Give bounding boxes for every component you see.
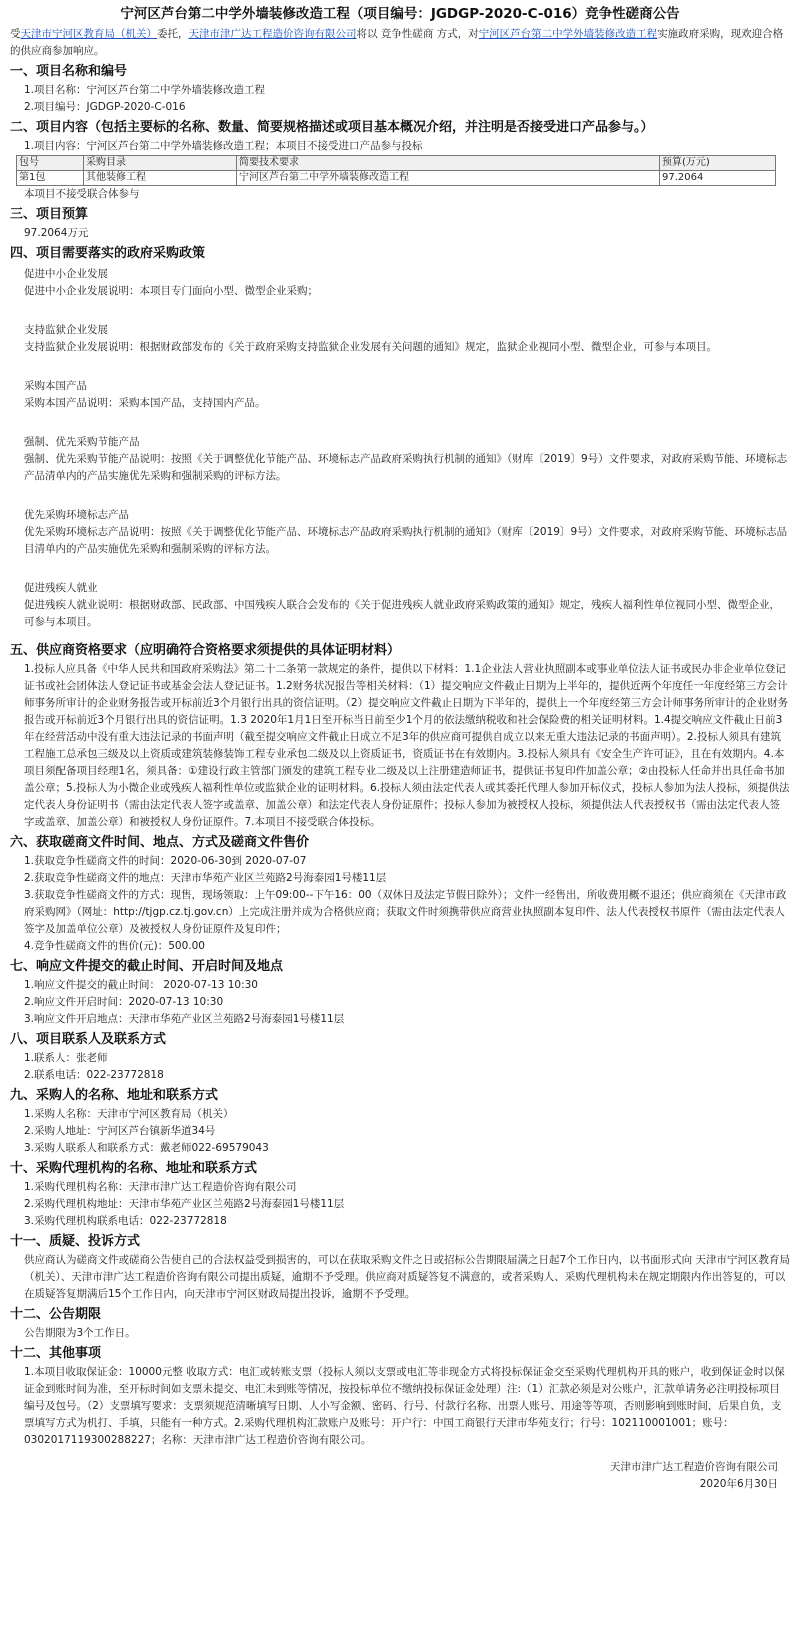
section-line: 2.获取竞争性磋商文件的地点：天津市华苑产业区兰苑路2号海泰园1号楼11层 [24,872,387,884]
section-heading: 十二、公告期限 [10,1307,102,1322]
policy-title: 强制、优先采购节能产品 [24,436,140,448]
section-heading: 八、项目联系人及联系方式 [10,1032,167,1047]
spacer [10,631,790,639]
section-line: 1.项目名称：宁河区芦台第二中学外墙装修改造工程 [24,84,266,96]
table-cell: 97.2064 [660,171,776,186]
section-line: 1.项目内容：宁河区芦台第二中学外墙装修改造工程；本项目不接受进口产品参与投标 [24,140,423,152]
section-line: 1.采购人名称：天津市宁河区教育局（机关） [24,1108,234,1120]
section-line: 1.获取竞争性磋商文件的时间：2020-06-30到 2020-07-07 [24,855,307,867]
column-header: 简要技术要求 [237,156,660,171]
section-heading: 六、获取磋商文件时间、地点、方式及磋商文件售价 [10,835,310,850]
other-matters-body: 1.本项目收取保证金：10000元整 收取方式：电汇或转账支票（投标人须以支票或电汇等非现金方式将投标保证金交至采购代理机构开具的账户，收到保证金时以保证金到账时间为准，至开标时间如支票未提交、电汇未到账等情况，按投标单位不缴纳投标保证金处理）注:（1）汇款必须是对公账户，汇款单请务必注明投标项目编号及包号。（2）支票填写要求：支票须规范清晰填写日期、人小写金额、密码、行号、付款行名称、出票人账号、用途等等项，否则影响到账时间，后果自负，支票填写方式为机打、手填，只能有一种方式。2.采购代理机构汇款账户及账号：开户行：中国工商银行天津市华苑支行；行号：102110001001；账号：0302017119300288227；名称：天津市津广达工程造价咨询有限公司。 [24,1366,785,1446]
policy-title: 促进残疾人就业 [24,582,98,594]
signature-org: 天津市津广达工程造价咨询有限公司 [610,1461,778,1473]
section-heading: 五、供应商资格要求（应明确符合资格要求须提供的具体证明材料） [10,643,401,658]
project-link[interactable]: 宁河区芦台第二中学外墙装修改造工程 [478,28,658,40]
section-line: 2.联系电话：022-23772818 [24,1069,164,1081]
section-line: 1.采购代理机构名称：天津市津广达工程造价咨询有限公司 [24,1181,297,1193]
policy-title: 优先采购环境标志产品 [24,509,129,521]
buyer-link[interactable]: 天津市宁河区教育局（机关） [20,28,157,40]
notice-period: 公告期限为3个工作日。 [24,1327,136,1339]
agent-link[interactable]: 天津市津广达工程造价咨询有限公司 [188,28,357,40]
signature-date: 2020年6月30日 [699,1478,778,1490]
section-line: 2.响应文件开启时间：2020-07-13 10:30 [24,996,224,1008]
table-cell: 宁河区芦台第二中学外墙装修改造工程 [237,171,660,186]
table-header-row [17,156,776,171]
section-line: 2.采购代理机构地址：天津市华苑产业区兰苑路2号海泰园1号楼11层 [24,1198,345,1210]
section-line: 1.联系人：张老师 [24,1052,108,1064]
policy-list [10,266,790,631]
section-line: 4.竞争性磋商文件的售价(元)：500.00 [24,940,205,952]
column-header: 采购目录 [84,156,237,171]
qualification-body: 1.投标人应具备《中华人民共和国政府采购法》第二十二条第一款规定的条件，提供以下材料：1.1企业法人营业执照副本或事业单位法人证书或民办非企业单位登记证书或社会团体法人登记证书或基金会法人登记证书。1.2财务状况报告等相关材料：（1）提交响应文件截止日期为上半年的，提供近两个年度任一年度经第三方会计师事务所审计的企业财务报告或开标前近3个月银行出具的资信证明。（2）提交响应文件截止日期为下半年的，提供上一个年度经第三方会计师事务所审计的企业财务报告或开标前近3个月银行出具的资信证明。1.3 2020年1月1日至开标当日前至少1个月的依法缴纳税收和社会保险费的相关证明材料。1.4提交响应文件截止日前3年在经营活动中没有重大违法记录的书面声明（截至提交响应文件截止日成立不足3年的供应商可提供自成立以来无重大违法记录的书面声明）。2.投标人须具有建筑工程施工总承包三级及以上资质或建筑装修装饰工程专业承包二级及以上资质证书，资质证书在有效期内。3.投标人须具有《安全生产许可证》，且在有效期内。4.本项目须配备项目经理1名，须具备：①建设行政主管部门颁发的建筑工程专业二级及以上注册建造师证书，提供证书复印件加盖公章；②由投标人任命并出具任命书加盖公章；5.投标人为小微企业或残疾人福利性单位或监狱企业的证明材料。6.投标人须由法定代表人或其委托代理人参加开标仪式，投标人参加为法人投标，须提供法定代表人身份证明书（需由法定代表人签字或盖章、加盖公章）和法定代表人身份证原件；投标人参加为被授权人投标，须提供法人代表授权书（需由法定代表人签字或盖章、加盖公章）和被授权人身份证原件。7.本项目不接受联合体投标。 [24,663,790,828]
section-heading: 十一、质疑、投诉方式 [10,1234,141,1249]
intro-text: 委托， [157,28,189,40]
policy-title: 促进中小企业发展 [24,268,108,280]
table-cell: 其他装修工程 [84,171,237,186]
section-heading: 十、采购代理机构的名称、地址和联系方式 [10,1161,258,1176]
section-heading: 十二、其他事项 [10,1346,102,1361]
budget-value: 97.2064万元 [24,227,89,239]
column-header: 包号 [17,156,84,171]
section-line: 2.采购人地址：宁河区芦台镇新华道34号 [24,1125,216,1137]
section-line: 2.项目编号：JGDGP-2020-C-016 [24,101,186,113]
intro-text: 实施政府采购，现欢迎合格的供应商参加响应。 [10,28,784,57]
policy-desc: 促进中小企业发展说明：本项目专门面向小型、微型企业采购； [24,285,318,297]
table-cell: 第1包 [17,171,84,186]
section-line: 3.获取竞争性磋商文件的方式：现售，现场领取：上午09:00--下午16：00（双休日及法定节假日除外）；文件一经售出，所收费用概不退还；供应商须在《天津市政府采购网》（网址：http://tjgp.cz.tj.gov.cn）上完成注册并成为合格供应商；获取文件时须携带供应商营业执照副本复印件、法人代表授权书原件（需由法定代表人签字及加盖单位公章）及被授权人身份证原件及复印件； [24,889,787,935]
section-heading: 三、项目预算 [10,207,89,222]
section-line: 3.响应文件开启地点：天津市华苑产业区兰苑路2号海泰园1号楼11层 [24,1013,345,1025]
policy-desc: 促进残疾人就业说明：根据财政部、民政部、中国残疾人联合会发布的《关于促进残疾人就业政府采购政策的通知》规定，残疾人福利性单位视同小型、微型企业，可参与本项目。 [24,599,780,628]
policy-desc: 优先采购环境标志产品说明：按照《关于调整优化节能产品、环境标志产品政府采购执行机制的通知》（财库〔2019〕9号）文件要求，对政府采购节能、环境标志品目清单内的产品实施优先采购和强制采购的评标方法。 [24,526,788,555]
section-line: 3.采购代理机构联系电话：022-23772818 [24,1215,227,1227]
section-heading: 七、响应文件提交的截止时间、开启时间及地点 [10,959,284,974]
policy-desc: 采购本国产品说明：采购本国产品，支持国内产品。 [24,397,266,409]
section-heading: 二、项目内容（包括主要标的名称、数量、简要规格描述或项目基本概况介绍，并注明是否接受进口产品参与。） [10,120,654,135]
section-heading: 九、采购人的名称、地址和联系方式 [10,1088,219,1103]
intro-text: 受 [10,28,21,40]
section-line: 1.响应文件提交的截止时间： 2020-07-13 10:30 [24,979,258,991]
column-header: 预算(万元) [660,156,776,171]
section-heading: 四、项目需要落实的政府采购政策 [10,246,206,261]
section-heading: 一、项目名称和编号 [10,64,128,79]
complaint-body: 供应商认为磋商文件或磋商公告使自己的合法权益受到损害的，可以在获取采购文件之日或招标公告期限届满之日起7个工作日内，以书面形式向 天津市宁河区教育局（机关）、天津市津广达工程造价咨询有限公司提出质疑，逾期不予受理。供应商对质疑答复不满意的，或者采购人、采购代理机构未在规定期限内作出答复的，可以在质疑答复期满后15个工作日内，向天津市宁河区财政局提出投诉，逾期不予受理。 [24,1254,791,1300]
policy-title: 采购本国产品 [24,380,87,392]
policy-title: 支持监狱企业发展 [24,324,108,336]
section-line: 3.采购人联系人和联系方式：戴老师022-69579043 [24,1142,269,1154]
intro-text: 将以 竞争性磋商 方式，对 [356,28,479,40]
package-table [16,155,776,186]
intro-paragraph [10,26,790,60]
policy-desc: 支持监狱企业发展说明：根据财政部发布的《关于政府采购支持监狱企业发展有关问题的通知》规定，监狱企业视同小型、微型企业，可参与本项目。 [24,341,717,353]
table-row [17,171,776,186]
notice-title: 宁河区芦台第二中学外墙装修改造工程（项目编号：JGDGP-2020-C-016）竞争性磋商公告 [120,6,680,22]
policy-desc: 强制、优先采购节能产品说明：按照《关于调整优化节能产品、环境标志产品政府采购执行机制的通知》（财库〔2019〕9号）文件要求，对政府采购节能、环境标志产品清单内的产品实施优先采购和强制采购的评标方法。 [24,453,788,482]
section-note: 本项目不接受联合体参与 [24,188,140,200]
